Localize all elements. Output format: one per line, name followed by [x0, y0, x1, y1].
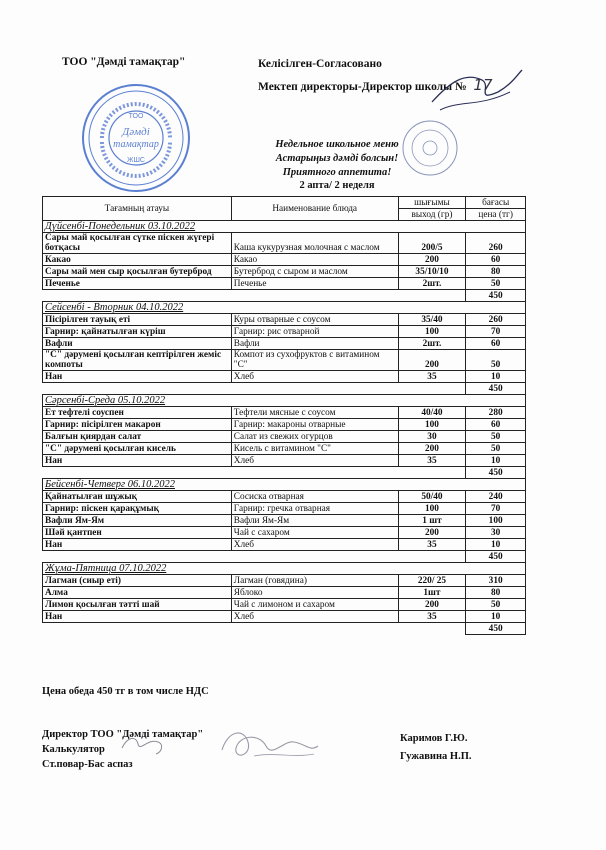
title-line-3: Приятного аппетита! — [282, 167, 392, 178]
day-total-row — [43, 290, 526, 302]
footer-chef: Ст.повар-Бас аспаз — [42, 759, 133, 770]
price-note: Цена обеда 450 тг в том числе НДС — [42, 686, 209, 697]
dish-output: 220/ 25 — [398, 575, 466, 587]
dish-price: 70 — [466, 326, 526, 338]
day-title: Сейсенбі - Вторник 04.10.2022 — [43, 302, 526, 314]
dish-kz: Балғын қиярдан салат — [43, 431, 232, 443]
menu-row — [43, 278, 526, 290]
dish-kz: Лагман (сиыр еті) — [43, 575, 232, 587]
menu-row — [43, 443, 526, 455]
director-signature — [420, 62, 530, 122]
day-total-row — [43, 551, 526, 563]
dish-output: 35 — [398, 455, 466, 467]
day-title: Сәрсенбі-Среда 05.10.2022 — [43, 395, 526, 407]
dish-output: 35 — [398, 539, 466, 551]
dish-output: 35/10/10 — [398, 266, 466, 278]
menu-row — [43, 599, 526, 611]
dish-kz: Алма — [43, 587, 232, 599]
dish-output: 100 — [398, 326, 466, 338]
dish-price: 50 — [466, 431, 526, 443]
menu-row — [43, 419, 526, 431]
dish-kz: Гарнир: піскен қарақұмық — [43, 503, 232, 515]
dish-ru: Гарнир: рис отварной — [231, 326, 398, 338]
menu-row — [43, 371, 526, 383]
menu-row — [43, 326, 526, 338]
dish-price: 50 — [466, 443, 526, 455]
dish-price: 80 — [466, 266, 526, 278]
dish-output: 100 — [398, 503, 466, 515]
dish-price: 10 — [466, 455, 526, 467]
day-title: Жұма-Пятница 07.10.2022 — [43, 563, 526, 575]
dish-output: 1 шт — [398, 515, 466, 527]
company-name: ТОО "Дәмді тамақтар" — [62, 56, 186, 68]
day-header-row — [43, 563, 526, 575]
dish-output: 2шт. — [398, 338, 466, 350]
dish-kz: Ет тефтелі соуспен — [43, 407, 232, 419]
dish-price: 50 — [466, 599, 526, 611]
dish-price: 70 — [466, 503, 526, 515]
dish-price: 280 — [466, 407, 526, 419]
menu-row — [43, 350, 526, 371]
menu-row — [43, 338, 526, 350]
dish-price: 260 — [466, 314, 526, 326]
day-header-row — [43, 395, 526, 407]
menu-table — [42, 196, 526, 635]
company-stamp — [80, 82, 192, 194]
menu-row — [43, 254, 526, 266]
dish-kz: Лимон қосылған тәтті шай — [43, 599, 232, 611]
dish-kz: Нан — [43, 539, 232, 551]
footer-name-1: Каримов Г.Ю. — [400, 733, 468, 744]
footer-name-2: Гужавина Н.П. — [400, 751, 472, 762]
menu-row — [43, 575, 526, 587]
dish-kz: Шәй қантпен — [43, 527, 232, 539]
dish-kz: Сары май мен сыр қосылған бутерброд — [43, 266, 232, 278]
dish-ru: Бутерброд с сыром и маслом — [231, 266, 398, 278]
day-total: 450 — [466, 383, 526, 395]
dish-price: 100 — [466, 515, 526, 527]
dish-price: 10 — [466, 611, 526, 623]
dish-output: 200 — [398, 254, 466, 266]
dish-ru: Компот из сухофруктов с витамином "С" — [231, 350, 398, 371]
dish-ru: Чай с лимоном и сахаром — [231, 599, 398, 611]
dish-output: 2шт. — [398, 278, 466, 290]
school-number: 17 — [473, 76, 493, 94]
total-spacer — [43, 467, 466, 479]
menu-row — [43, 407, 526, 419]
dish-ru: Чай с сахаром — [231, 527, 398, 539]
dish-output: 35/40 — [398, 314, 466, 326]
day-total: 450 — [466, 551, 526, 563]
menu-row — [43, 515, 526, 527]
menu-row — [43, 587, 526, 599]
dish-output: 35 — [398, 371, 466, 383]
dish-price: 50 — [466, 278, 526, 290]
dish-ru: Каша кукурузная молочная с маслом — [231, 233, 398, 254]
dish-kz: Гарнир: қайнатылған күріш — [43, 326, 232, 338]
menu-row — [43, 503, 526, 515]
dish-ru: Кисель с витамином "С" — [231, 443, 398, 455]
day-total-row — [43, 467, 526, 479]
day-header-row — [43, 221, 526, 233]
day-total-row — [43, 383, 526, 395]
dish-price: 240 — [466, 491, 526, 503]
dish-ru: Вафли Ям-Ям — [231, 515, 398, 527]
title-line-4: 2 апта/ 2 неделя — [299, 180, 375, 191]
total-spacer — [43, 551, 466, 563]
day-title: Дүйсенбі-Понедельник 03.10.2022 — [43, 221, 526, 233]
day-total: 450 — [466, 290, 526, 302]
stamp-center-1: Дәмді — [122, 126, 150, 138]
dish-ru: Печенье — [231, 278, 398, 290]
agreed-label: Келісілген-Согласовано — [258, 58, 382, 70]
menu-row — [43, 266, 526, 278]
dish-ru: Хлеб — [231, 539, 398, 551]
col-kz-header: Тағамның атауы — [43, 197, 232, 221]
footer-calculator: Калькулятор — [42, 744, 105, 755]
dish-output: 200 — [398, 443, 466, 455]
dish-ru: Хлеб — [231, 371, 398, 383]
dish-ru: Лагман (говядина) — [231, 575, 398, 587]
dish-kz: Вафли Ям-Ям — [43, 515, 232, 527]
director-title: Мектеп директоры-Директор школы № — [258, 81, 467, 93]
dish-kz: Нан — [43, 371, 232, 383]
dish-ru: Какао — [231, 254, 398, 266]
calculator-signature — [118, 730, 168, 760]
dish-kz: Печенье — [43, 278, 232, 290]
day-header-row — [43, 302, 526, 314]
col-ru-header: Наименование блюда — [231, 197, 398, 221]
dish-price: 310 — [466, 575, 526, 587]
dish-kz: Пісірілген тауық еті — [43, 314, 232, 326]
day-header-row — [43, 479, 526, 491]
dish-price: 50 — [466, 350, 526, 371]
dish-kz: "С" дәрумені қосылған кисель — [43, 443, 232, 455]
dish-output: 1шт — [398, 587, 466, 599]
dish-kz: Какао — [43, 254, 232, 266]
stamp-center-2: тамақтар — [113, 139, 159, 150]
dish-price: 80 — [466, 587, 526, 599]
menu-row — [43, 527, 526, 539]
dish-kz: Нан — [43, 455, 232, 467]
menu-title — [262, 139, 412, 191]
dish-output: 40/40 — [398, 407, 466, 419]
dish-kz: Нан — [43, 611, 232, 623]
dish-output: 35 — [398, 611, 466, 623]
menu-row — [43, 455, 526, 467]
dish-output: 100 — [398, 419, 466, 431]
dish-kz: Сары май қосылған сүтке піскен жүгері ботқасы — [43, 233, 232, 254]
menu-row — [43, 233, 526, 254]
dish-ru: Вафли — [231, 338, 398, 350]
menu-row — [43, 539, 526, 551]
dish-price: 10 — [466, 539, 526, 551]
dish-output: 200/5 — [398, 233, 466, 254]
col-out-header-bottom: выход (гр) — [398, 209, 466, 221]
director-footer-signature — [214, 722, 324, 770]
col-price-header-bottom: цена (тг) — [466, 209, 526, 221]
day-title: Бейсенбі-Четверг 06.10.2022 — [43, 479, 526, 491]
title-line-2: Астарыңыз дәмді болсын! — [275, 153, 399, 164]
dish-price: 60 — [466, 254, 526, 266]
total-spacer — [43, 623, 466, 635]
dish-ru: Гарнир: макароны отварные — [231, 419, 398, 431]
dish-kz: "С" дәрумені қосылған кептірілген жеміс компоты — [43, 350, 232, 371]
dish-output: 50/40 — [398, 491, 466, 503]
dish-output: 200 — [398, 350, 466, 371]
dish-price: 10 — [466, 371, 526, 383]
dish-output: 200 — [398, 599, 466, 611]
total-spacer — [43, 290, 466, 302]
dish-ru: Салат из свежих огурцов — [231, 431, 398, 443]
dish-ru: Яблоко — [231, 587, 398, 599]
dish-ru: Хлеб — [231, 611, 398, 623]
footer-director: Директор ТОО "Дәмді тамақтар" — [42, 729, 204, 740]
dish-kz: Гарнир: пісірілген макарон — [43, 419, 232, 431]
col-out-header-top: шығымы — [398, 197, 466, 209]
day-total: 450 — [466, 467, 526, 479]
dish-output: 200 — [398, 527, 466, 539]
dish-kz: Қайнатылған шұжық — [43, 491, 232, 503]
title-line-1: Недельное школьное меню — [275, 139, 399, 150]
menu-row — [43, 491, 526, 503]
dish-ru: Куры отварные с соусом — [231, 314, 398, 326]
stamp-bottom: ЖШС — [127, 157, 145, 164]
dish-ru: Гарнир: гречка отварная — [231, 503, 398, 515]
menu-row — [43, 611, 526, 623]
dish-price: 60 — [466, 419, 526, 431]
dish-price: 260 — [466, 233, 526, 254]
menu-row — [43, 431, 526, 443]
dish-price: 30 — [466, 527, 526, 539]
menu-row — [43, 314, 526, 326]
dish-ru: Сосиска отварная — [231, 491, 398, 503]
dish-ru: Хлеб — [231, 455, 398, 467]
total-spacer — [43, 383, 466, 395]
stamp-top: ТОО — [128, 113, 144, 120]
dish-ru: Тефтели мясные с соусом — [231, 407, 398, 419]
dish-price: 60 — [466, 338, 526, 350]
dish-kz: Вафли — [43, 338, 232, 350]
col-price-header-top: бағасы — [466, 197, 526, 209]
day-total-row — [43, 623, 526, 635]
day-total: 450 — [466, 623, 526, 635]
dish-output: 30 — [398, 431, 466, 443]
